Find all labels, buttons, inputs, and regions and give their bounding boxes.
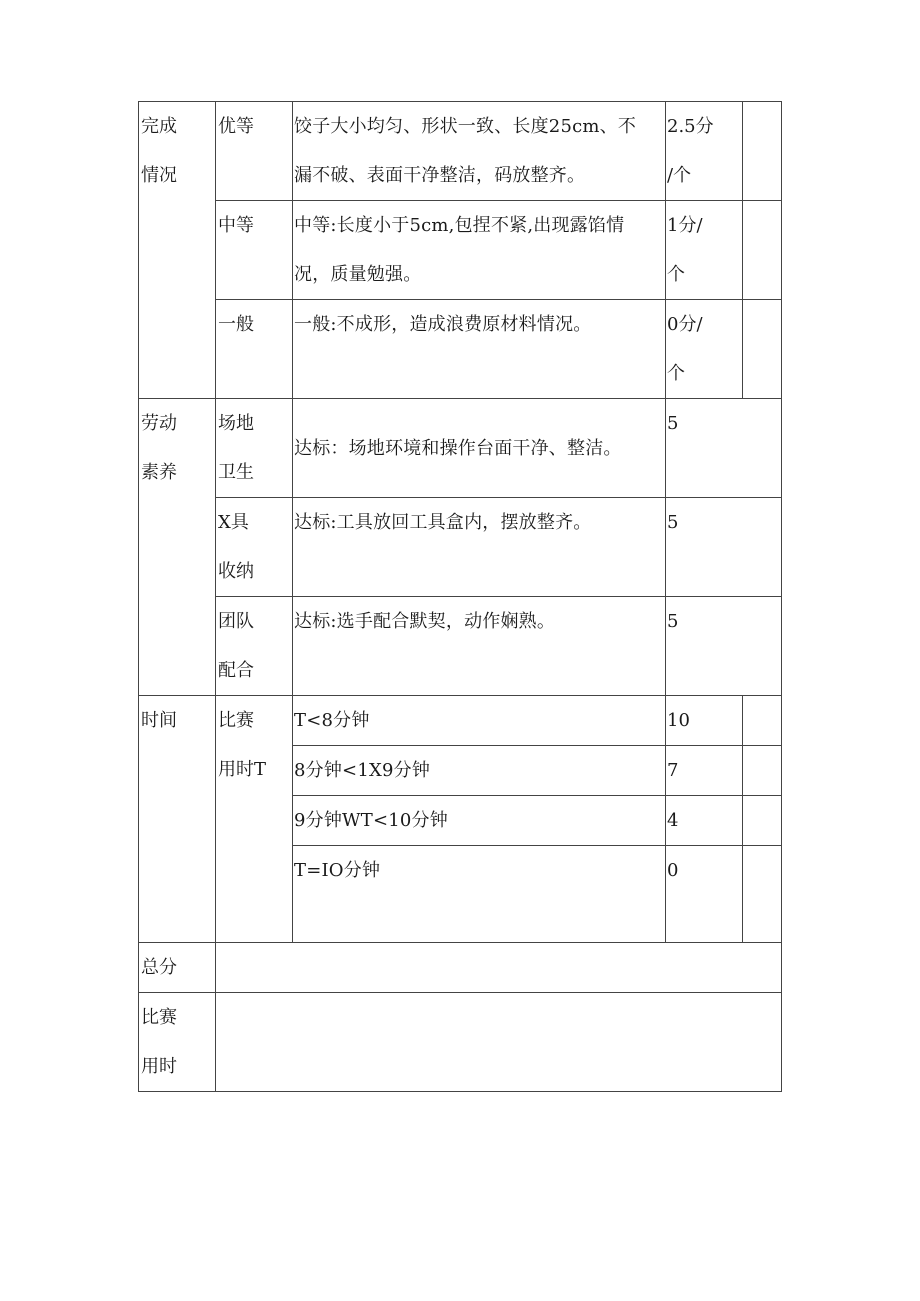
score-blank (743, 597, 782, 696)
table-row (139, 696, 782, 746)
category-labor: 劳动 素养 (139, 399, 216, 696)
level-match-time: 比赛 用时T (216, 696, 293, 943)
score-teamwork: 5 (666, 597, 743, 696)
score-general: 0分/ 个 (666, 300, 743, 399)
criteria-teamwork: 达标:选手配合默契，动作娴熟。 (293, 597, 666, 696)
score-excellent: 2.5分 /个 (666, 102, 743, 201)
level-tool-storage: X具 收纳 (216, 498, 293, 597)
score-time-4: 0 (666, 846, 743, 943)
table-row (139, 300, 782, 399)
score-blank (743, 696, 782, 746)
criteria-time-4: T=IO分钟 (293, 846, 666, 943)
score-blank (743, 300, 782, 399)
criteria-site-hygiene: 达标：场地环境和操作台面干净、整洁。 (293, 399, 666, 498)
level-site-hygiene: 场地 卫生 (216, 399, 293, 498)
category-completion: 完成 情况 (139, 102, 216, 399)
table-row (139, 597, 782, 696)
score-blank (743, 102, 782, 201)
table-row (139, 943, 782, 993)
criteria-tool-storage: 达标:工具放回工具盒内，摆放整齐。 (293, 498, 666, 597)
criteria-time-1: T<8分钟 (293, 696, 666, 746)
score-medium: 1分/ 个 (666, 201, 743, 300)
level-general: 一般 (216, 300, 293, 399)
score-blank (743, 746, 782, 796)
match-time-value (216, 993, 782, 1092)
level-medium: 中等 (216, 201, 293, 300)
table-row (139, 993, 782, 1092)
scoring-sheet (138, 101, 781, 1077)
table-row (139, 102, 782, 201)
match-time-label: 比赛 用时 (139, 993, 216, 1092)
score-blank (743, 498, 782, 597)
criteria-time-2: 8分钟<1X9分钟 (293, 746, 666, 796)
level-teamwork: 团队 配合 (216, 597, 293, 696)
score-blank (743, 201, 782, 300)
criteria-general: 一般:不成形，造成浪费原材料情况。 (293, 300, 666, 399)
criteria-excellent: 饺子大小均匀、形状一致、长度25cm、不 漏不破、表面干净整洁，码放整齐。 (293, 102, 666, 201)
level-excellent: 优等 (216, 102, 293, 201)
score-time-3: 4 (666, 796, 743, 846)
total-score-value (216, 943, 782, 993)
table-row (139, 399, 782, 498)
scoring-table (138, 101, 782, 1092)
score-blank (743, 399, 782, 498)
criteria-medium: 中等:长度小于5cm,包捏不紧,出现露馅情 况，质量勉强。 (293, 201, 666, 300)
score-blank (743, 796, 782, 846)
category-time: 时间 (139, 696, 216, 943)
score-blank (743, 846, 782, 943)
criteria-time-3: 9分钟WT<10分钟 (293, 796, 666, 846)
score-time-1: 10 (666, 696, 743, 746)
total-score-label: 总分 (139, 943, 216, 993)
table-row (139, 201, 782, 300)
score-tool-storage: 5 (666, 498, 743, 597)
table-row (139, 498, 782, 597)
score-site-hygiene: 5 (666, 399, 743, 498)
score-time-2: 7 (666, 746, 743, 796)
